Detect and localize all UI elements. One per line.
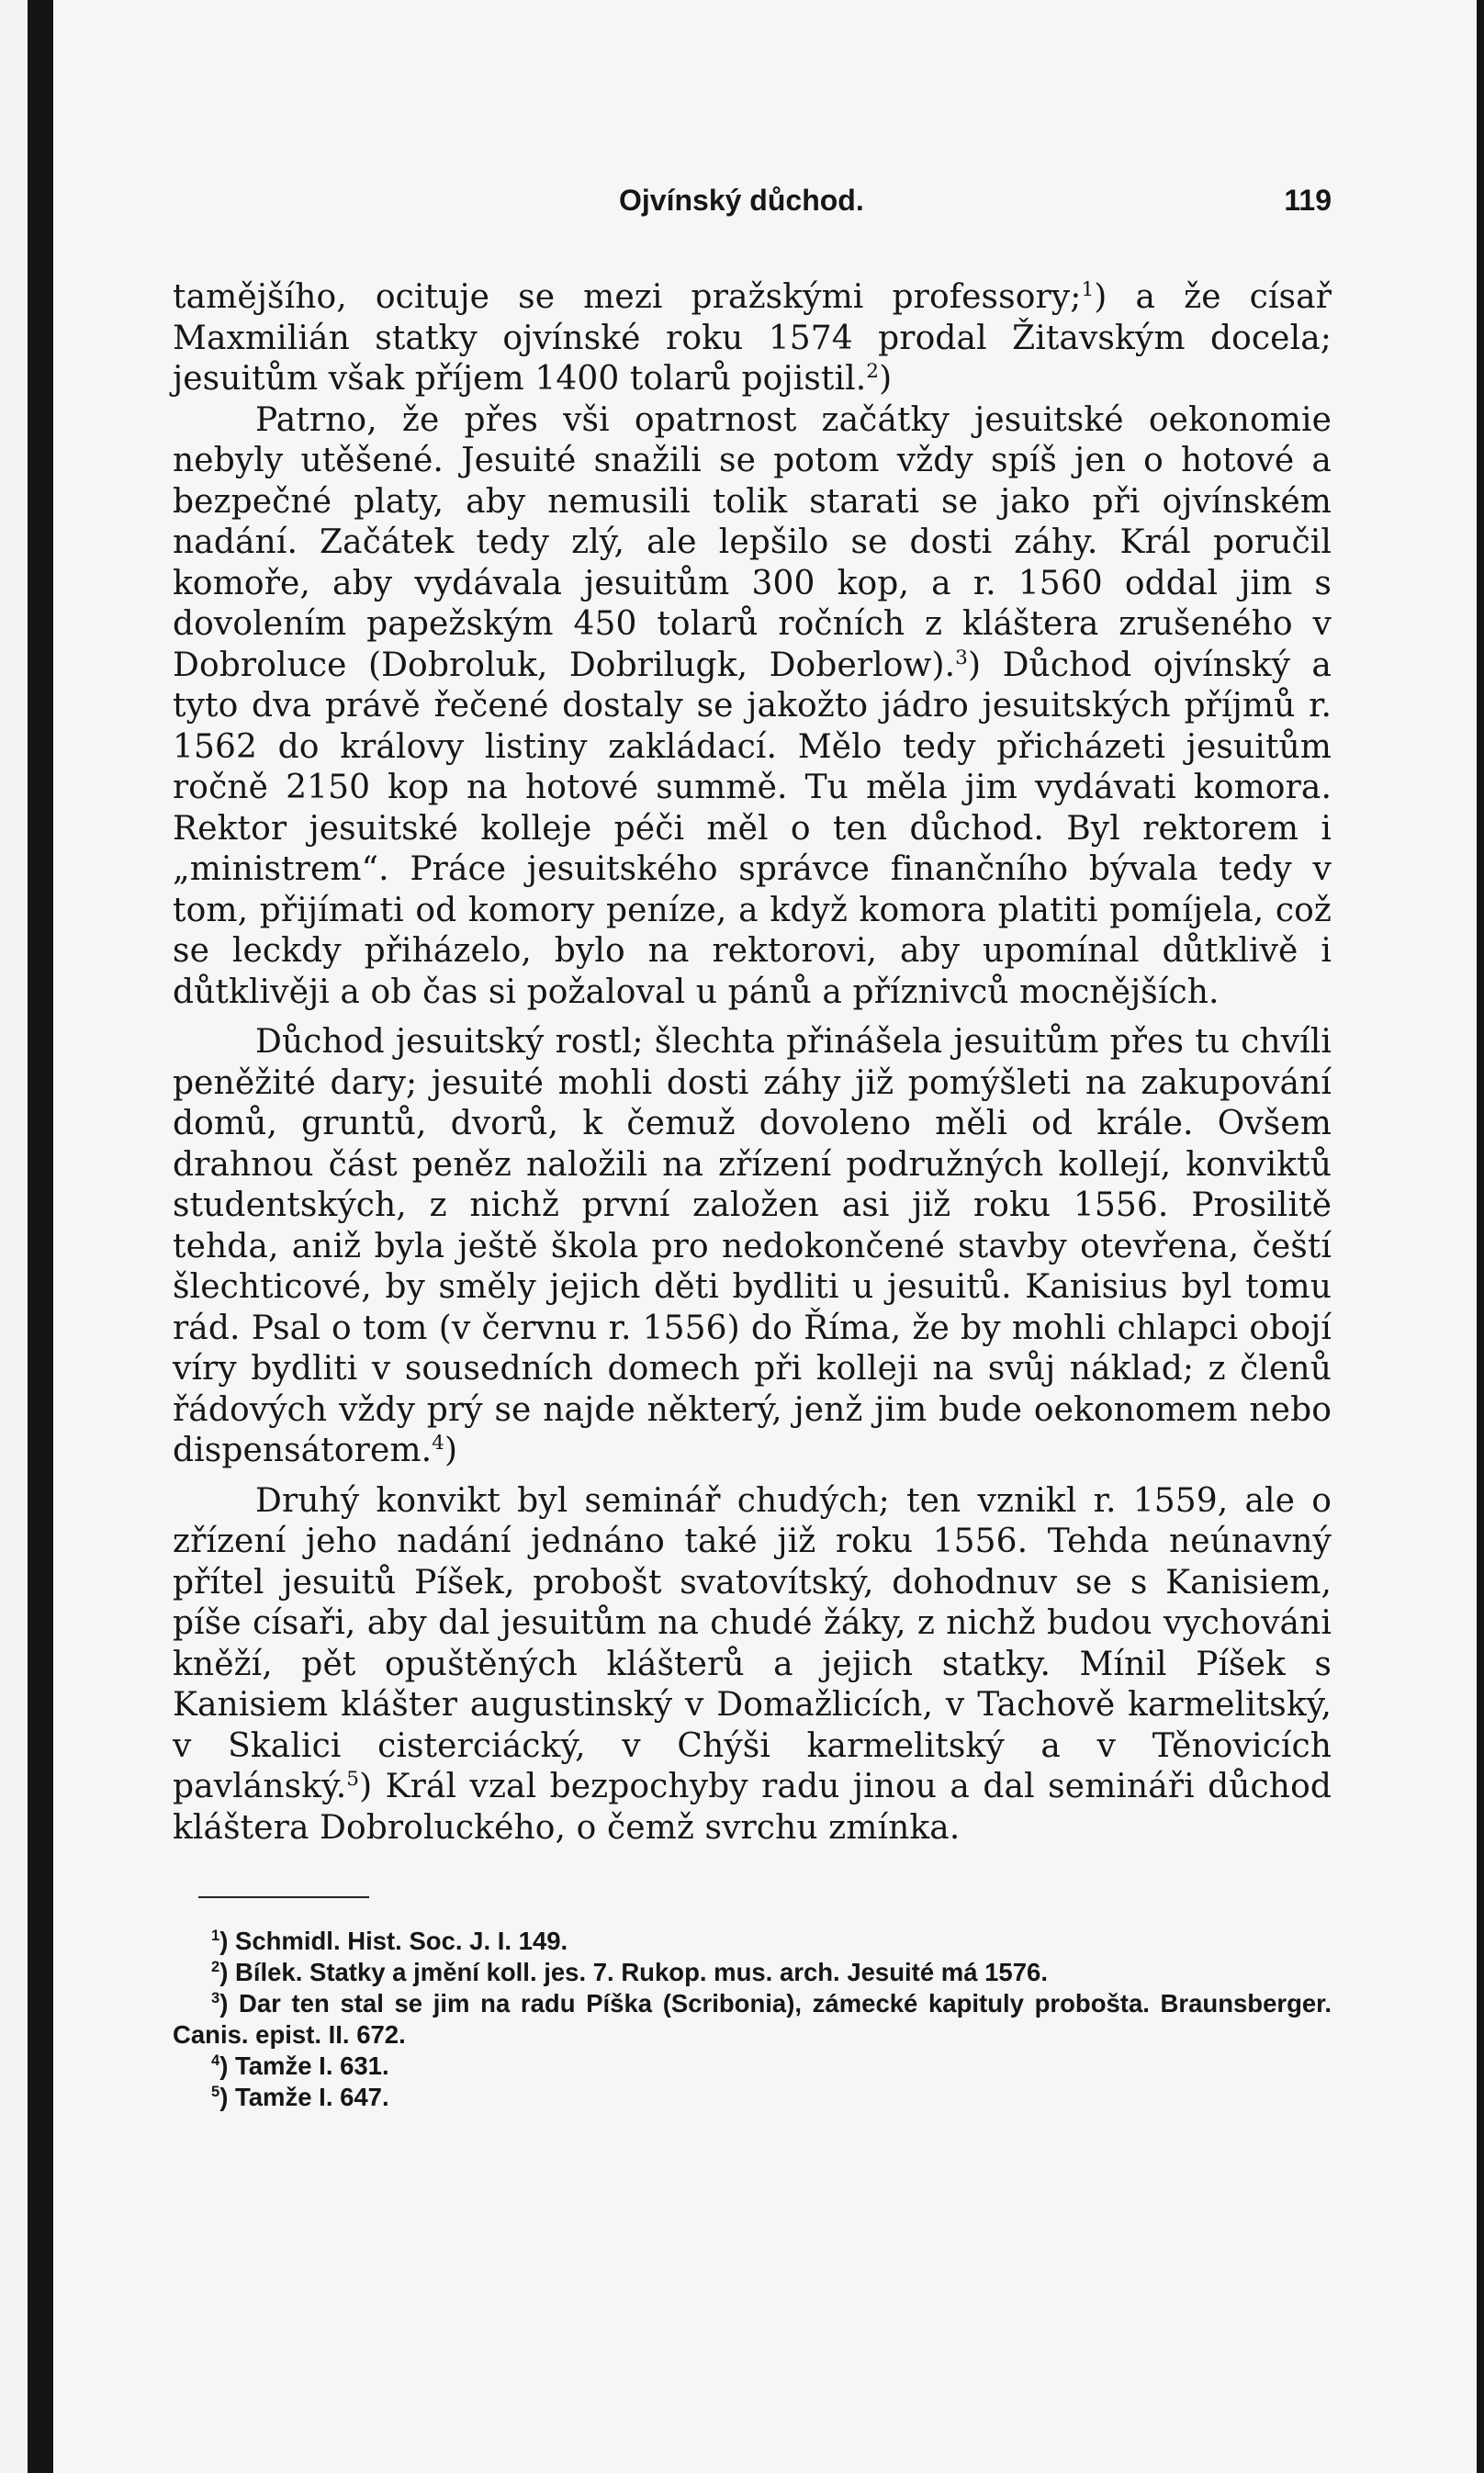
footnote: [173, 1926, 1332, 1957]
paragraph-text: ) Důchod ojvínský a tyto dva právě řečené dostaly se jakožto jádro jesuitských příjmů r. 1562 do královy listiny zakládací. Mělo tedy přicházeti jesuitům ročně 2150 kop na hotové summě. Tu měla jim vydávati komora. Rektor jesuitské kolleje péči měl o ten důchod. Byl rektorem i „ministrem“. Práce jesuitského správce finančního bývala tedy v tom, přijímati od komory peníze, a když komora platiti pomíjela, což se leckdy přiházelo, bylo na rektorovi, aby upomínal důtklivě i důtklivěji a ob čas si požaloval u pánů a příznivců mocnějších.: [173, 646, 1332, 1011]
paragraph: [173, 1481, 1332, 1849]
footnote: [173, 2051, 1332, 2082]
paragraph-text: Druhý konvikt byl seminář chudých; ten vznikl r. 1559, ale o zřízení jeho nadání jednáno také již roku 1556. Tehda neúnavný přítel jesuitů Píšek, probošt svatovítský, dohodnuv se s Kanisiem, píše císaři, aby dal jesuitům na chudé žáky, z nichž budou vychováni kněží, pět opuštěných klášterů a jejich statky. Mínil Píšek s Kanisiem klášter augustinský v Domažlicích, v Tachově karmelitský, v Skalici cisterciácký, v Chýši karmelitský a v Těnovicích pavlánský.: [173, 1481, 1332, 1805]
footnote-reference: 1: [1081, 278, 1095, 301]
footnote-separator: [198, 1896, 369, 1898]
footnote-mark: 1: [211, 1927, 220, 1944]
page-left-margin-strip: [0, 0, 28, 2473]
page-number: 119: [1284, 184, 1332, 217]
paragraph-text: ) a že císař Maxmilián statky ojvínské roku 1574 prodal Žitavským docela; jesuitům však příjem 1400 tolarů pojistil.: [173, 278, 1332, 398]
paragraph-text: tamějšího, ocituje se mezi pražskými professory;: [173, 278, 1082, 316]
footnote-mark: 2: [211, 1958, 220, 1975]
footnote-text: ) Bílek. Statky a jmění koll. jes. 7. Rukop. mus. arch. Jesuité má 1576.: [219, 1958, 1048, 1986]
page-content: [173, 184, 1332, 2113]
running-title: Ojvínský důchod.: [619, 184, 864, 217]
body-text: [173, 277, 1332, 1849]
footnote-mark: 3: [211, 1989, 220, 2007]
footnote: [173, 1988, 1332, 2051]
footnote-text: ) Schmidl. Hist. Soc. J. I. 149.: [219, 1927, 568, 1955]
footnote-reference: 2: [866, 360, 880, 383]
footnote-reference: 4: [432, 1432, 444, 1455]
footnote-reference: 3: [955, 646, 968, 669]
footnote: [173, 2082, 1332, 2113]
footnote-text: ) Dar ten stal se jim na radu Píška (Scribonia), zámecké kapituly proboštа. Braunsberger. Canis. epist. II. 672.: [173, 1989, 1332, 2049]
page-header: [173, 184, 1332, 230]
paragraph: [173, 1022, 1332, 1472]
footnote-mark: 4: [211, 2051, 220, 2069]
footnote: [173, 1957, 1332, 1988]
paragraph-text: ): [879, 360, 893, 398]
paragraph-text: ) Král vzal bezpochyby radu jinou a dal semináři důchod kláštera Dobroluckého, o čemž svrchu zmínka.: [173, 1768, 1332, 1847]
footnote-text: ) Tamže I. 631.: [219, 2051, 389, 2080]
book-page: [53, 0, 1477, 2473]
footnote-reference: 5: [346, 1768, 360, 1791]
footnote-text: ) Tamže I. 647.: [219, 2083, 389, 2111]
footnotes: [173, 1926, 1332, 2113]
paragraph: [173, 277, 1332, 400]
paragraph-text: Důchod jesuitský rostl; šlechta přinášela jesuitům přes tu chvíli peněžité dary; jesuité mohli dosti záhy již pomýšleti na zakupování domů, gruntů, dvorů, k čemuž dovoleno měli od krále. Ovšem drahnou část peněz naložili na zřízení podružných kollejí, konviktů studentských, z nichž první založen asi již roku 1556. Prosilitě tehda, aniž byla ještě škola pro nedokončené stavby otevřena, čeští šlechticové, by směly jejich děti bydliti u jesuitů. Kanisius byl tomu rád. Psal o tom (v červnu r. 1556) do Říma, že by mohli chlapci obojí víry bydliti v sousedních domech při kolleji na svůj náklad; z členů řádových vždy prý se najde některý, jenž jim bude oekonomem nebo dispensátorem.: [173, 1023, 1332, 1469]
paragraph-text: ): [444, 1432, 458, 1469]
paragraph-text: Patrno, že přes vši opatrnost začátky jesuitské oekonomie nebyly utěšené. Jesuité snažili se potom vždy spíš jen o hotové a bezpečné platy, aby nemusili tolik starati se jako při ojvínském nadání. Začátek tedy zlý, ale lepšilo se dosti záhy. Král poručil komoře, aby vydávala jesuitům 300 kop, a r. 1560 oddal jim s dovolením papežským 450 tolarů ročních z kláštera zrušeného v Dobroluce (Dobroluk, Dobrilugk, Doberlow).: [173, 400, 1332, 684]
paragraph: [173, 400, 1332, 1014]
footnote-mark: 5: [211, 2083, 220, 2100]
